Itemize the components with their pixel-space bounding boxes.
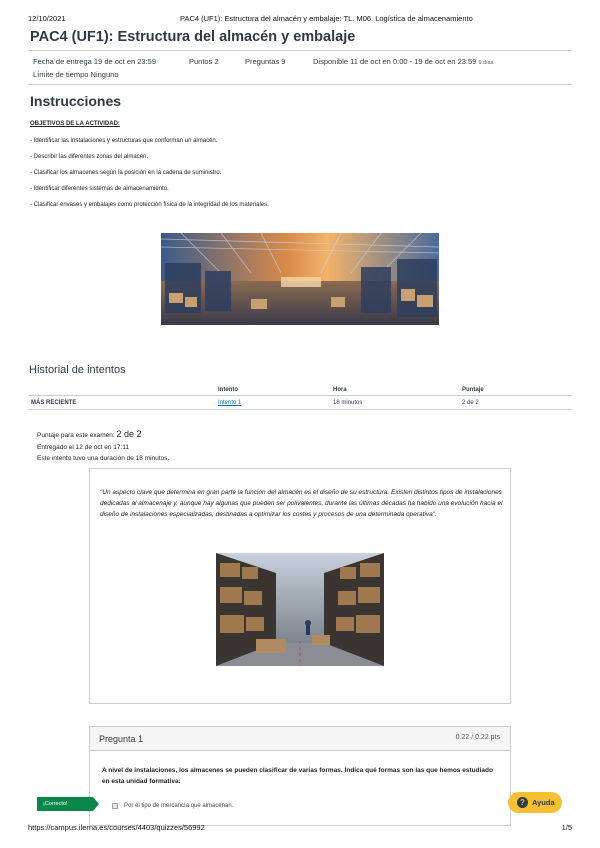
row-label: MÁS RECIENTE xyxy=(31,400,77,406)
questions-label: Preguntas xyxy=(245,57,280,66)
objective-item: - Clasificar los almacenes según la posición en la cadena de suministro. xyxy=(30,170,222,176)
question-text: A nivel de instalaciones, los almacenes se pueden clasificar de varias formas. Indica qué formas son las que hemos estudiado en esta unidad formativa: xyxy=(102,767,493,785)
help-button[interactable] xyxy=(508,792,562,813)
attempt-link[interactable]: Intento 1 xyxy=(218,400,242,406)
print-date: 12/10/2021 xyxy=(28,14,66,23)
page-title: PAC4 (UF1): Estructura del almacén y embalaje xyxy=(30,29,356,45)
objective-item: - Clasificar envases y embalajes como protección física de la integridad de los materiales. xyxy=(30,202,269,208)
availability xyxy=(313,57,493,66)
due-label: Fecha de entrega xyxy=(33,57,92,66)
attempt-score: 2 de 2 xyxy=(462,400,479,406)
available-days: 9 días xyxy=(478,60,494,66)
time-limit-value: Ninguno xyxy=(90,70,119,79)
answer-label: Por el tipo de mercancía que almacenan. xyxy=(124,803,234,809)
score-summary xyxy=(37,429,169,465)
points-label: Puntos xyxy=(189,57,213,66)
exam-score xyxy=(37,429,169,442)
question-points: 0.22 / 0.22 pts xyxy=(455,734,500,741)
quote-text: "Un aspecto clave que determina en gran parte la función del almacén es el diseño de su estructura. Existen distintos tipos de instalaciones dedicadas al almacenaje y, aunque hay algunas que pueden ser polivalentes, durante las últimas décadas ha habido una evolución hacia el diseño de instalaciones especializadas, destinadas a optimizar los costes y procesos de una determinada operativa". xyxy=(100,489,503,518)
due-date xyxy=(33,57,156,66)
exam-score-label: Puntaje para este examen: xyxy=(37,432,115,439)
warehouse-image xyxy=(161,233,439,325)
print-page-number: 1/5 xyxy=(561,823,572,832)
attempt-duration: Este intento tuvo una duración de 18 minutos. xyxy=(37,455,170,462)
question-title: Pregunta 1 xyxy=(99,734,144,744)
history-title: Historial de intentos xyxy=(29,364,126,376)
objective-item: - Identificar diferentes sistemas de almacenamiento. xyxy=(30,186,169,192)
exam-score-value: 2 de 2 xyxy=(116,429,142,439)
time-limit xyxy=(33,70,119,79)
questions-count xyxy=(245,57,285,66)
print-url: https://campus.ilerna.es/courses/4403/quizzes/56992 xyxy=(28,823,205,832)
help-label: Ayuda xyxy=(532,798,555,807)
divider xyxy=(28,50,572,51)
print-tab-title: PAC4 (UF1): Estructura del almacén y embalaje: TL. M06. Logística de almacenamiento xyxy=(180,14,473,23)
available-label: Disponible xyxy=(313,57,349,66)
column-header: Puntaje xyxy=(462,387,484,393)
question-panel xyxy=(89,726,511,826)
attempt-time: 18 minutos xyxy=(333,400,363,406)
instructions-title: Instrucciones xyxy=(30,93,122,109)
question-icon: ? xyxy=(517,797,528,808)
objective-item: - Describir las diferentes zonas del almacén. xyxy=(30,154,149,160)
print-footer xyxy=(28,823,572,833)
divider xyxy=(28,84,572,85)
available-value: 11 de oct en 0:00 - 19 de oct en 23:59 xyxy=(350,57,477,66)
question-header xyxy=(90,727,510,751)
print-header xyxy=(28,14,572,24)
history-table xyxy=(28,384,572,410)
answer-option[interactable] xyxy=(100,799,500,815)
points xyxy=(189,57,219,66)
time-limit-label: Límite de tiempo xyxy=(33,70,89,79)
quote-box xyxy=(89,468,511,704)
questions-value: 9 xyxy=(281,57,286,66)
column-header: Hora xyxy=(333,387,347,393)
objective-item: - Identificar las instalaciones y estructuras que conforman un almacén. xyxy=(30,138,218,144)
submitted-at: Entregado el 12 de oct en 17:11 xyxy=(37,443,130,451)
warehouse-aisle-image xyxy=(216,553,384,666)
table-header xyxy=(28,384,572,396)
checkbox[interactable] xyxy=(112,803,118,809)
points-value: 2 xyxy=(214,57,219,66)
due-value: 19 de oct en 23:59 xyxy=(93,57,157,66)
column-header: Intento xyxy=(218,387,238,393)
correct-tag: ¡Correcto! xyxy=(37,797,93,811)
table-row xyxy=(28,396,572,410)
objectives-heading: OBJETIVOS DE LA ACTIVIDAD: xyxy=(30,121,120,127)
